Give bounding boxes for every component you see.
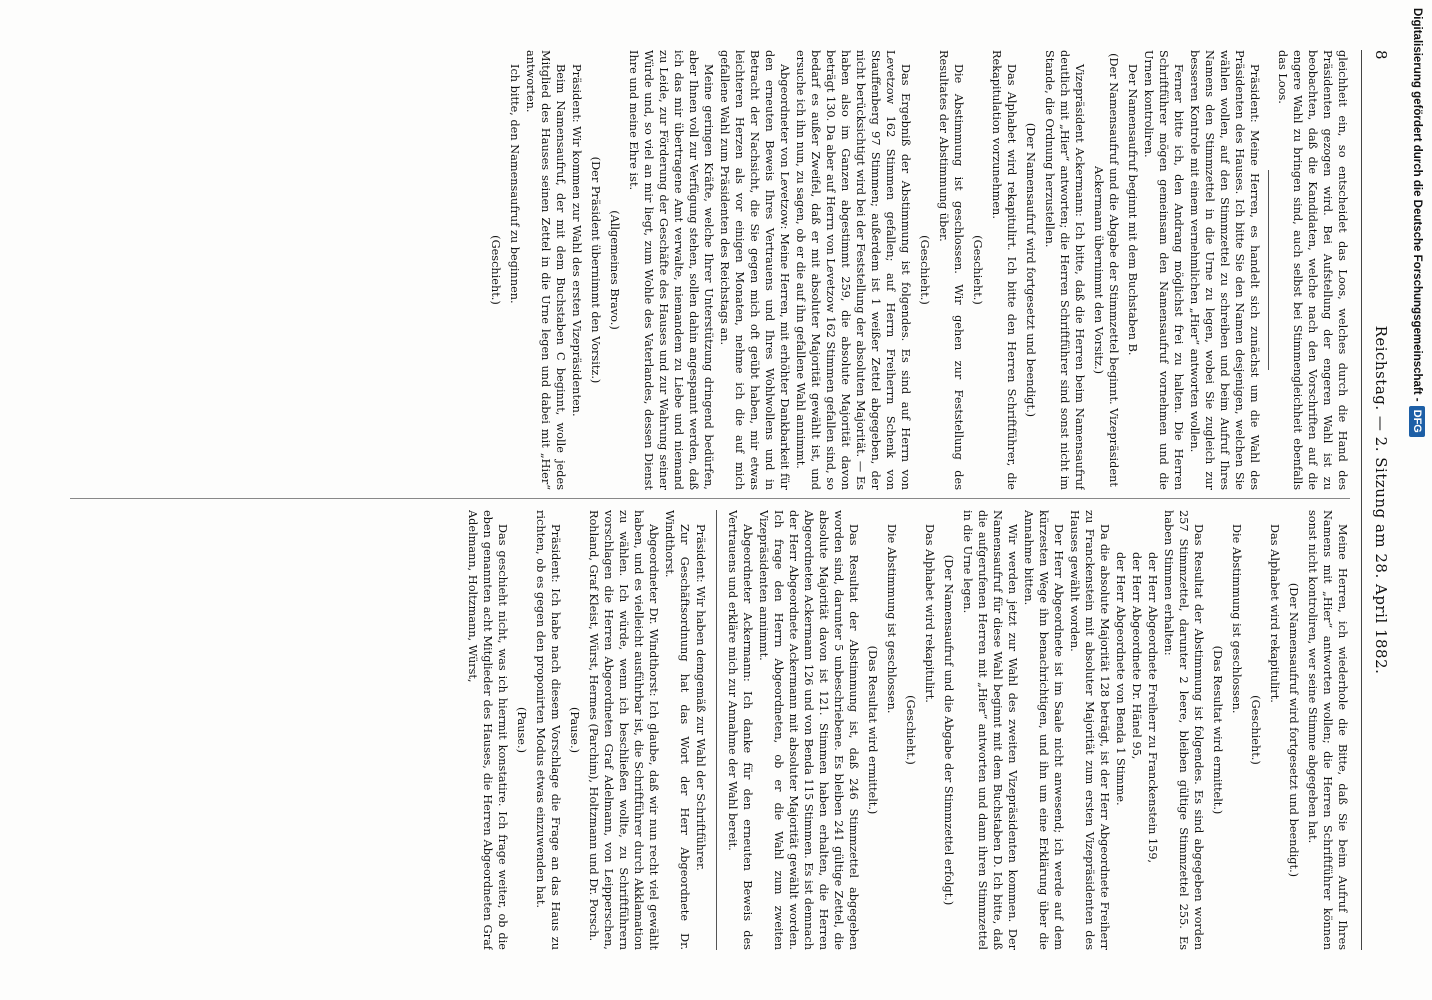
column-rule <box>70 498 1350 499</box>
stage-direction: (Der Namensaufruf wird fortgesetzt und beendigt.) <box>1287 582 1300 878</box>
paragraph: Die Abstimmung ist geschlossen. <box>1230 524 1243 714</box>
paragraph: Präsident: Wir kommen zur Wahl des ersten Vizepräsidenten. <box>570 64 583 417</box>
stage-direction: (Das Resultat wird ermittelt.) <box>866 645 879 815</box>
paragraph: Präsident: Meine Herren, es handelt sich zunächst um die Wahl des Präsidenten des Hauses. Ich bitte Sie den Namen desjenigen, welchen Sie wählen wollen, auf den Stimmzettel zu schreiben und beim Aufruf Ihres Namens den Stimmzettel in die Urne zu legen, wobei Sie zugleich zur besseren Kontrole mit einem vernehmlichen „Hier“ antworten wollen. <box>1188 50 1261 490</box>
stage-direction: (Allgemeines Bravo.) <box>608 210 621 330</box>
stage-direction: (Der Namensaufruf und die Abgabe der Stimmzettel erfolgt.) <box>942 554 955 906</box>
stage-direction: (Pause.) <box>568 707 581 753</box>
digitization-credit-text <box>1405 8 1429 992</box>
stage-direction: (Pause.) <box>515 707 528 753</box>
paragraph: Präsident: Wir haben demgemäß zur Wahl der Schriftführer. <box>694 524 707 871</box>
paragraph: Abgeordneter Ackermann: Ich danke für den erneuten Beweis des Vertrauens und erkläre mich zur Annahme der Wahl bereit. <box>726 510 754 950</box>
rotated-document-page <box>20 10 1400 990</box>
paragraph: Die Abstimmung ist geschlossen. <box>885 524 898 714</box>
paragraph: Das Alphabet wird rekapitulirt. <box>923 524 936 703</box>
stage-direction: (Geschieht.) <box>918 235 931 305</box>
digitization-note: Digitalisierung gefördert durch die Deutsche Forschungsgemeinschaft - <box>1411 8 1423 402</box>
running-title: Reichstag. — 2. Sitzung am 28. April 1882. <box>1372 325 1390 675</box>
stage-direction: (Geschieht.) <box>904 695 917 765</box>
paragraph: Das Resultat der Abstimmung ist folgendes. Es sind abgegeben worden 257 Stimmzettel, darunter 2 leere, bleiben gültige Stimmzettel 255. Es haben Stimmen erhalten: <box>1162 510 1205 950</box>
paragraph: gleichheit ein, so entscheidet das Loos, welches durch die Hand des Präsidenten gezogen wird. Bei Aufstellung der engeren Wahl ist zu beobachten, daß die Kandidaten, welche nach den Vorschriften auf die engere Wahl zu bringen sind, auch selbst bei Stimmengleichheit ebenfalls das Loos. <box>1276 50 1349 490</box>
paragraph: Das Alphabet wird rekapitulirt. <box>1268 524 1281 703</box>
stage-direction: (Der Präsident übernimmt den Vorsitz.) <box>589 156 602 384</box>
paragraph: Vizepräsident Ackermann: Ich bitte, daß die Herren beim Namensaufruf deutlich mit „Hier“ antworten; die Herren Schriftführer sind sonst nicht im Stande, die Ordnung herzustellen. <box>1043 50 1086 490</box>
vote-result-line: der Herr Abgeordnete Freiherr zu Franckenstein 159, <box>1146 552 1159 864</box>
vote-result-line: der Herr Abgeordnete Dr. Hänel 95, <box>1130 552 1143 760</box>
paragraph: Wir werden jetzt zur Wahl des zweiten Vizepräsidenten kommen. Der Namensaufruf für diese Wahl beginnt mit dem Buchstaben D. Ich bitte, daß die aufgerufenen Herren mit „Hier“ antworten und dann ihren Stimmzettel in die Urne legen. <box>961 510 1019 950</box>
right-column <box>50 510 1350 950</box>
digitization-credit <box>1405 8 1429 992</box>
paragraph: Die Abstimmung ist geschlossen. Wir gehen zur Feststellung des Resultates der Abstimmung über. <box>937 50 965 490</box>
header-rule <box>1361 50 1362 950</box>
paragraph: Meine geringen Kräfte, welche Ihrer Unterstützung dringend bedürfen, aber Ihnen voll zur Verfügung stehen, sollen dahin angespannt werden, daß ich das mir übertragene Amt verwalte, niemandem zu Liebe und niemand zu Leide, zur Förderung der Geschäfte des Hauses und zur Wahrung seiner Würde und, so viel an mir liegt, zum Wohle des Vaterlandes, dessen Dienst Ihre und meine Ehre ist. <box>627 50 715 490</box>
stage-direction: (Das Resultat wird ermittelt.) <box>1211 645 1224 815</box>
dfg-logo: DFG <box>1409 406 1425 437</box>
running-head <box>1360 50 1390 950</box>
paragraph: Abgeordneter von Levetzow: Meine Herren, mit erhöhter Dankbarkeit für den erneuten Beweis Ihres Vertrauens und Ihres Wohlwollens und in Betracht der Nachsicht, die Sie gegen mich oft geübt haben, mir etwas leichteren Herzen als vor einigen Monaten, nehme ich die auf mich gefallene Wahl zum Präsidenten des Reichstags an. <box>718 50 791 490</box>
stage-direction: (Geschieht.) <box>1249 695 1262 765</box>
stage-direction: (Geschieht.) <box>971 235 984 305</box>
stage-direction: (Der Namensaufruf und die Abgabe der Stimmzettel beginnt. Vizepräsident Ackermann übernimmt den Vorsitz.) <box>1092 53 1120 487</box>
paragraph: Das Alphabet wird rekapitulirt. Ich bitte den Herren Schriftführer, die Rekapitulation vorzunehmen. <box>990 50 1018 490</box>
stage-direction: (Der Namensaufruf wird fortgesetzt und beendigt.) <box>1024 122 1037 418</box>
paragraph: Der Herr Abgeordnete ist im Saale nicht anwesend; ich werde auf dem kürzesten Wege ihn benachrichtigen, und ihn um eine Erklärung über die Annahme bitten. <box>1022 510 1065 950</box>
paragraph: Meine Herren, ich wiederhole die Bitte, daß Sie beim Aufruf Ihres Namens mit „Hier“ antworten wollen; die Herren Schriftführer können sonst nicht kontroliren, wer seine Stimme abgegeben hat. <box>1306 510 1349 950</box>
vote-result-line: der Herr Abgeordnete von Benda 1 Stimme. <box>1114 552 1127 806</box>
paragraph: Zur Geschäftsordnung hat das Wort der Herr Abgeordnete Dr. Windthorst. <box>663 510 691 950</box>
paragraph: Das Ergebniß der Abstimmung ist folgendes. Es sind auf Herrn von Levetzow 162 Stimmen gefallen; auf Herrn Freiherrn Schenk von Stauffenberg 97 Stimmen; außerdem ist 1 weißer Zettel abgegeben, der nicht berücksichtigt wird bei der Feststellung der absoluten Majorität. — Es haben also im Ganzen abgestimmt 259, die absolute Majorität davon beträgt 130. Da aber auf Herrn von Levetzow 162 Stimmen gefallen sind, so bedarf es außer Zweifel, daß er mit absoluter Majorität gewählt ist, und ersuche ich ihn nun, zu sagen, ob er die auf ihn gefallene Wahl annimmt. <box>794 50 912 490</box>
paragraph: Der Namensaufruf beginnt mit dem Buchstaben B. <box>1126 64 1139 356</box>
paragraph: Abgeordneter Dr. Windthorst: Ich glaube, daß wir nun recht viel gewählt haben, und es vielleicht ausführbar ist, die Schriftführer durch Akklamation zu wählen. Ich würde, wenn ich beschließen wollte, zu Schriftführern vorschlagen die Herren Abgeordneten Graf Adelmann, von Leipperschen, Rohland, Graf Kleist, Würst, Hermes (Parchim), Holtzmann und Dr. Porsch. <box>587 510 660 950</box>
left-column <box>50 50 1350 490</box>
paragraph: Ferner bitte ich, den Andrang möglichst frei zu halten. Die Herren Schriftführer mögen gemeinsam den Namensaufruf vornehmen und die Urnen kontroliren. <box>1142 50 1185 490</box>
paragraph: Das Resultat der Abstimmung ist, daß 246 Stimmzettel abgegeben worden sind, darunter 5 unbeschriebene. Es bleiben 241 gültige Zettel, die absolute Majorität davon ist 121. Stimmen haben erhalten, die Herren Abgeordneten Ackermann 126 und von Benda 115 Stimmen. Es ist demnach der Herr Abgeordnete Ackermann mit absoluter Majorität gewählt worden. Ich frage den Herrn Abgeordneten, ob er die Wahl zum zweiten Vizepräsidenten annimmt. <box>757 510 860 950</box>
paragraph: Präsident: Ich habe nach diesem Vorschlage die Frage an das Haus zu richten, ob es gegen den proponirten Modus etwas einzuwenden hat. <box>534 510 562 950</box>
section-divider <box>716 510 717 950</box>
paragraph: Da die absolute Majorität 128 beträgt, ist der Herr Abgeordnete Freiherr zu Franckenstein mit absoluter Majorität zum ersten Vizepräsidenten des Hauses gewählt worden. <box>1068 510 1111 950</box>
paragraph: Beim Namensaufruf, der mit dem Buchstaben C beginnt, wolle jedes Mitglied des Hauses seinen Zettel in die Urne legen und dabei mit „Hier“ antworten. <box>524 50 567 490</box>
paragraph: Ich bitte, den Namensaufruf zu beginnen. <box>508 64 521 304</box>
page-number: 8 <box>1372 50 1390 60</box>
paragraph: Das geschieht nicht, was ich hiermit konstatire. Ich frage weiter, ob die eben genannten acht Mitglieder des Hauses, die Herren Abgeordneten Graf Adelmann, Holtzmann, Würst, <box>466 510 509 950</box>
section-separator <box>1268 170 1269 370</box>
stage-direction: (Geschieht.) <box>489 235 502 305</box>
